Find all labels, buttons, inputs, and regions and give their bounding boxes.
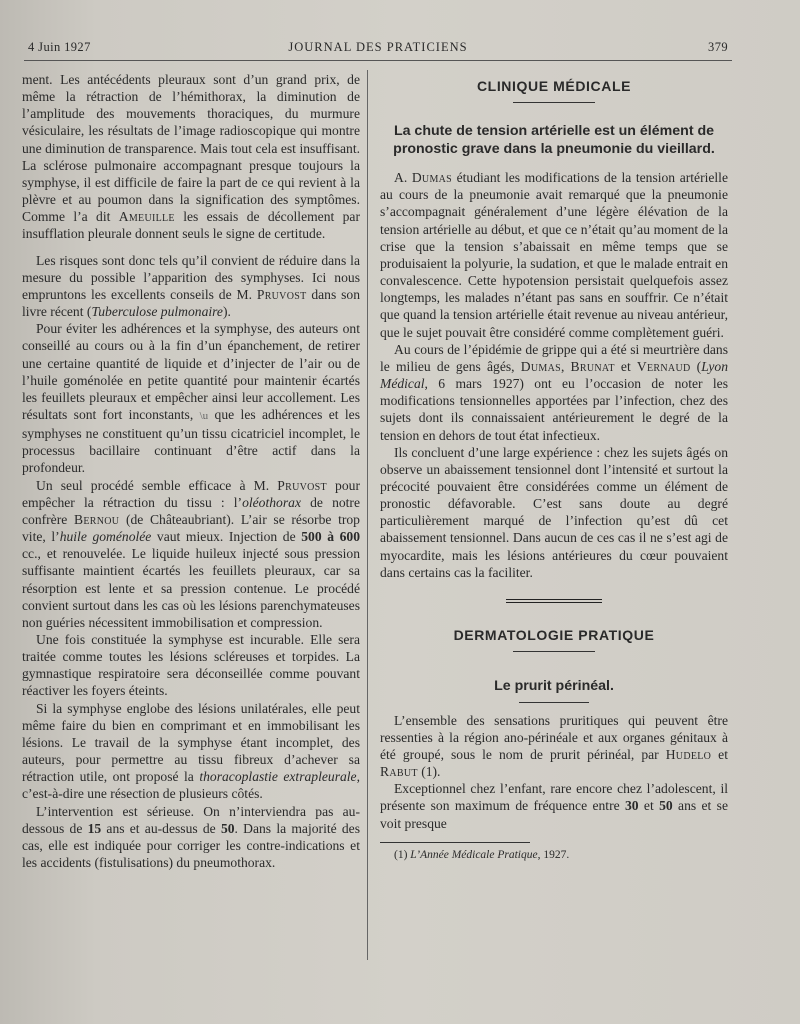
article-separator <box>506 599 602 603</box>
stray-mark: \u <box>199 409 209 422</box>
left-paragraph-2: Les risques sont donc tels qu’il convient de réduire dans la mesure du possible l’apparition des symphyses. Ici nous empruntons les excellents conseils de M. Pruvost dans son livre récent (Tuberculose pulmonaire). <box>22 252 360 320</box>
section-title-dermatologie: DERMATOLOGIE PRATIQUE <box>453 626 655 643</box>
author-name: Ameuille <box>118 209 175 225</box>
title-rule <box>519 702 589 703</box>
page-number: 379 <box>708 40 728 54</box>
left-paragraph-4: Un seul procédé semble efficace à M. Pruvost pour empêcher la rétraction du tissu : l’oléothorax de notre confrère Bernou (de Châteaubriant). L’air se résorbe trop vite, l’huile goménolée vaut mieux. Injection de 500 à 600 cc., et renouvelée. Le liquide huileux injecté sous pression suffisante maintient écartés les feuillets pleuraux, car sa résorption est lente et sa pression contenue. Le procédé convient surtout dans les cas où les lésions parenchymateuses non guéries nécessitent immobilisation et compression. <box>22 477 360 630</box>
book-title: Tuberculose pulmonaire <box>91 304 223 320</box>
left-paragraph-1: ment. Les antécédents pleuraux sont d’un grand prix, de même la rétraction de l’hémithorax, la diminution de l’amplitude des mouvements thoraciques, du murmure vésiculaire, les résultats de l’image radioscopique qui montre une diminution de transparence. Mais tout cela est insuffisant. La sclérose pulmonaire accompagnant presque toujours la symphyse, il est difficile de faire la part de ce qui revient à la plèvre et au poumon dans la signification des symptômes. Comme l’a dit Ameuille les essais de décollement par insufflation pleurale donnent seuls le signe de certitude. <box>22 72 360 242</box>
journal-reference: Lyon Médical <box>380 358 728 392</box>
author-name: Bernou <box>73 511 120 527</box>
column-divider <box>367 70 368 960</box>
right-paragraph-3: Ils concluent d’une large expérience : chez les sujets âgés on observe un abaissement tensionnel dont l’intensité et surtout la précocité pouvaient être considérées comme un élément de pronostic défavorable. C’est sans doute au degré particulièrement marqué de l’infection qu’est dû cet abaissement tensionnel. Dans aucun de ces cas il ne s’est agi de myocardite, mais les lésions antérieures du cœur pouvaient dans certains cas la faciliter. <box>380 444 728 580</box>
journal-title: JOURNAL DES PRATICIENS <box>288 40 468 54</box>
left-column <box>22 71 360 871</box>
left-paragraph-3: Pour éviter les adhérences et la symphyse, des auteurs ont conseillé au cours ou à la fin d’un épanchement, de retirer une certaine quantité de liquide et d’injecter de l’air ou de l’huile goménolée en petite quantité pour maintenir écartés les feuillets pleuraux et empêcher ainsi leur accollement. Les résultats sont fort inconstants, \u que les adhérences et les symphyses ne constituent qu’un tissu cicatriciel incomplet, le processus bacillaire continuant d’être actif dans la profondeur. <box>22 321 361 476</box>
section-rule <box>513 102 595 103</box>
running-head <box>28 40 728 56</box>
footnote: (1) L’Année Médicale Pratique, 1927. <box>394 848 570 861</box>
left-paragraph-5: Une fois constituée la symphyse est incurable. Elle sera traitée comme toutes les lésions scléreuses et torpides. La gymnastique respiratoire sera déconseillée comme pouvant réactiver les foyers éteints. <box>22 632 360 699</box>
author-name: Dumas <box>411 170 453 186</box>
article-title-prurit: Le prurit périnéal. <box>494 678 614 695</box>
article-title-tension: La chute de tension artérielle est un élément de pronostic grave dans la pneumonie du vieillard. <box>393 123 715 157</box>
header-rule <box>24 60 732 61</box>
author-name: Pruvost <box>256 286 307 302</box>
header-date: 4 Juin 1927 <box>28 40 91 54</box>
right-paragraph-5: Exceptionnel chez l’enfant, rare encore chez l’adolescent, il présente son maximum de fréquence entre 30 et 50 ans et se voit presque <box>380 781 728 831</box>
left-paragraph-6: Si la symphyse englobe des lésions unilatérales, elle peut même faire du bien en comprimant et en immobilisant les lésions. Le travail de la symphyse étant incomplet, des auteurs, pour permettre au tissu fibreux d’achever sa rétraction utile, ont proposé la thoracoplastie extrapleurale, c’est-à-dire une résection de plusieurs côtés. <box>22 700 360 802</box>
left-paragraph-7: L’intervention est sérieuse. On n’interviendra pas au-dessous de 15 ans et au-dessus de 50. Dans la majorité des cas, elle est indiquée pour corriger les contre-indications et les accidents (fistulisations) du pneumothorax. <box>22 803 360 871</box>
right-paragraph-2: Au cours de l’épidémie de grippe qui a été si meurtrière dans le milieu de gens âgés, Dumas, Brunat et Vernaud (Lyon Médical, 6 mars 1927) ont eu l’occasion de noter les modifications tensionnelles apportées par l’infection, chez des sujets dont ils connaissaient antérieurement le degré de la tension en dehors de tout état infectieux. <box>380 341 728 443</box>
section-title-clinique: CLINIQUE MÉDICALE <box>476 78 632 94</box>
right-paragraph-1: A. Dumas étudiant les modifications de la tension artérielle au cours de la pneumonie avait remarqué que la pneumonie s’accompagnait généralement d’une légère élévation de la tension artérielle au début, et que ce n’était qu’au moment de la crise que la tension s’abaissait en même temps que se produisaient la polyurie, la sudation, et que le malade entrait en convalescence. Cette hypotension persistait quelquefois assez longtemps, les malades n’étant pas sans en souffrir. Ce n’était que quand la tension artérielle était revenue au niveau antérieur, que le sujet pouvait être considéré comme complètement guéri. <box>380 170 728 340</box>
right-paragraph-4: L’ensemble des sensations pruritiques qui peuvent être ressenties à la région ano-périnéale et aux organes génitaux à été groupé, sous le nom de prurit périnéal, par Hudelo et Rabut (1). <box>380 712 728 780</box>
right-column <box>380 78 728 862</box>
section-rule <box>513 651 595 652</box>
author-name: Pruvost <box>277 477 327 493</box>
footnote-rule <box>380 842 530 843</box>
